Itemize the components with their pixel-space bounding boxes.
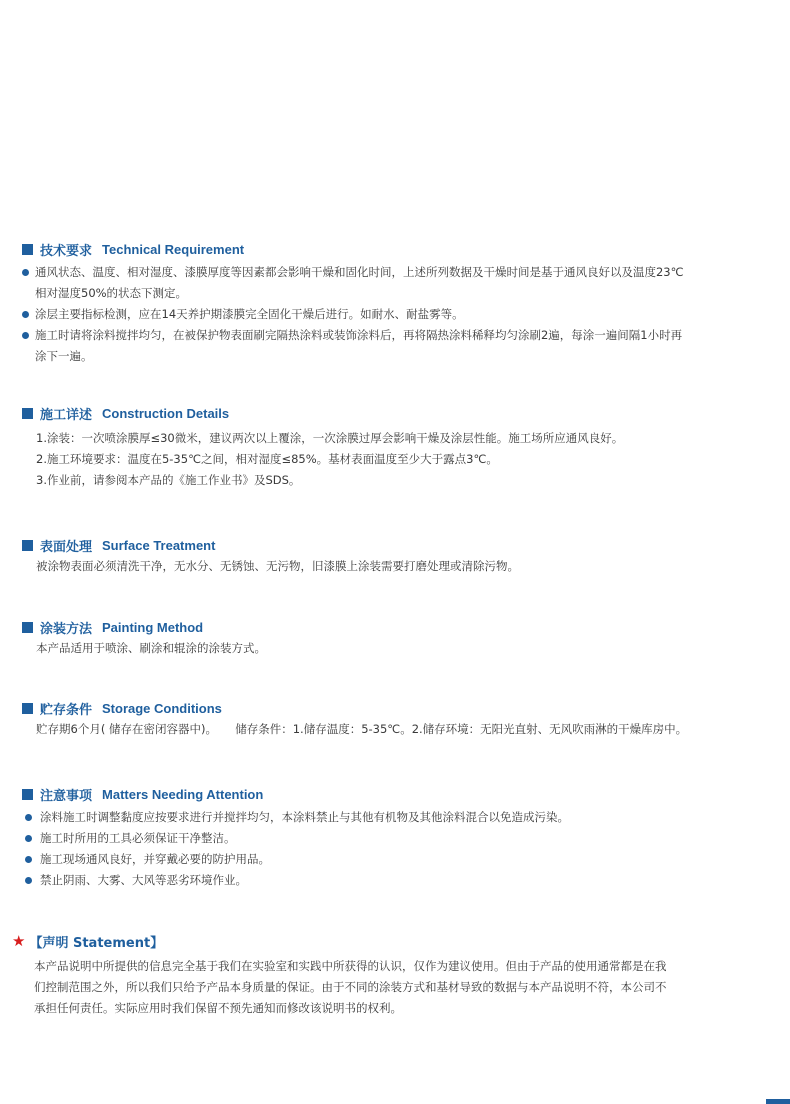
statement-line: 承担任何责任。实际应用时我们保留不预先通知而修改该说明书的权利。	[34, 1001, 402, 1015]
section-heading: 涂装方法 Painting Method	[22, 618, 772, 636]
heading-en: Technical Requirement	[102, 241, 245, 257]
section-surface-treatment	[22, 536, 772, 577]
section-painting-method	[22, 618, 772, 659]
section-heading: 施工详述 Construction Details	[22, 404, 772, 422]
section-construction-details	[22, 404, 772, 491]
dot-bullet-icon	[25, 877, 32, 884]
list-item: 涂层主要指标检测，应在14天养护期漆膜完全固化干燥后进行。如耐水、耐盐雾等。	[22, 304, 772, 325]
square-bullet-icon	[22, 408, 33, 419]
dot-bullet-icon	[25, 835, 32, 842]
statement-title: 【声明 Statement】	[29, 935, 164, 951]
list-item: 施工现场通风良好，并穿戴必要的防护用品。	[22, 849, 772, 870]
statement-line: 们控制范围之外，所以我们只给予产品本身质量的保证。由于不同的涂装方式和基材导致的数据与本产品说明不符，本公司不	[34, 980, 667, 994]
list-item: 禁止阴雨、大雾、大风等恶劣环境作业。	[22, 870, 772, 891]
square-bullet-icon	[22, 703, 33, 714]
dot-bullet-icon	[25, 856, 32, 863]
detail-line: 3.作业前，请参阅本产品的《施工作业书》及SDS。	[36, 473, 301, 487]
section-heading: 贮存条件 Storage Conditions	[22, 699, 772, 717]
list-item: 涂料施工时调整黏度应按要求进行并搅拌均匀，本涂料禁止与其他有机物及其他涂料混合以免造成污染。	[22, 807, 772, 828]
statement-line: 本产品说明中所提供的信息完全基于我们在实验室和实践中所获得的认识，仅作为建议使用。但由于产品的使用通常都是在我	[34, 959, 667, 973]
square-bullet-icon	[22, 540, 33, 551]
dot-bullet-icon	[25, 814, 32, 821]
section-matters-needing-attention	[22, 785, 772, 891]
section-heading: 注意事项 Matters Needing Attention	[22, 785, 772, 803]
square-bullet-icon	[22, 622, 33, 633]
section-statement	[12, 932, 772, 1019]
section-technical-requirement: 技术要求 Technical Requirement 通风状态、温度、相对湿度、漆膜厚度等因素都会影响干燥和固化时间，上述所列数据及干燥时间是基于通风良好以及温度23℃ 相对湿度50%的状态下测定。 涂层主要指标检测，应在14天养护期漆膜完全固化干燥后进行。如耐水、耐盐雾等。 施工时请将涂料搅拌均匀，在被保护物表面刷完隔热涂料或装饰涂料后，再将隔热涂料稀释均匀涂刷2遍，每涂一遍间隔1小时再 涂下一遍。	[22, 240, 772, 367]
body-text: 被涂物表面必须清洗干净，无水分、无锈蚀、无污物，旧漆膜上涂装需要打磨处理或清除污物。	[36, 559, 519, 573]
footer-accent-bar	[766, 1099, 790, 1104]
list-item: 施工时请将涂料搅拌均匀，在被保护物表面刷完隔热涂料或装饰涂料后，再将隔热涂料稀释均匀涂刷2遍，每涂一遍间隔1小时再	[22, 325, 772, 346]
detail-line: 2.施工环境要求：温度在5-35℃之间，相对湿度≤85%。基材表面温度至少大于露点3℃。	[36, 452, 498, 466]
body-text: 本产品适用于喷涂、刷涂和辊涂的涂装方式。	[36, 641, 266, 655]
section-heading: 表面处理 Surface Treatment	[22, 536, 772, 554]
section-heading	[22, 240, 772, 258]
statement-heading	[12, 932, 772, 950]
body-text: 贮存期6个月( 储存在密闭容器中)。 储存条件：1.储存温度：5-35℃。2.储存环境：无阳光直射、无风吹雨淋的干燥库房中。	[36, 722, 688, 736]
dot-bullet-icon	[22, 311, 29, 318]
square-bullet-icon	[22, 244, 33, 255]
dot-bullet-icon	[22, 269, 29, 276]
dot-bullet-icon	[22, 332, 29, 339]
list-item: 施工时所用的工具必须保证干净整洁。	[22, 828, 772, 849]
detail-line: 1.涂装：一次喷涂膜厚≤30微米，建议两次以上覆涂，一次涂膜过厚会影响干燥及涂层性能。施工场所应通风良好。	[36, 431, 624, 445]
star-icon: ★	[12, 932, 26, 950]
square-bullet-icon	[22, 789, 33, 800]
heading-cn: 技术要求	[40, 243, 93, 259]
section-storage-conditions	[22, 699, 772, 740]
list-item: 通风状态、温度、相对湿度、漆膜厚度等因素都会影响干燥和固化时间，上述所列数据及干燥时间是基于通风良好以及温度23℃	[22, 262, 772, 283]
